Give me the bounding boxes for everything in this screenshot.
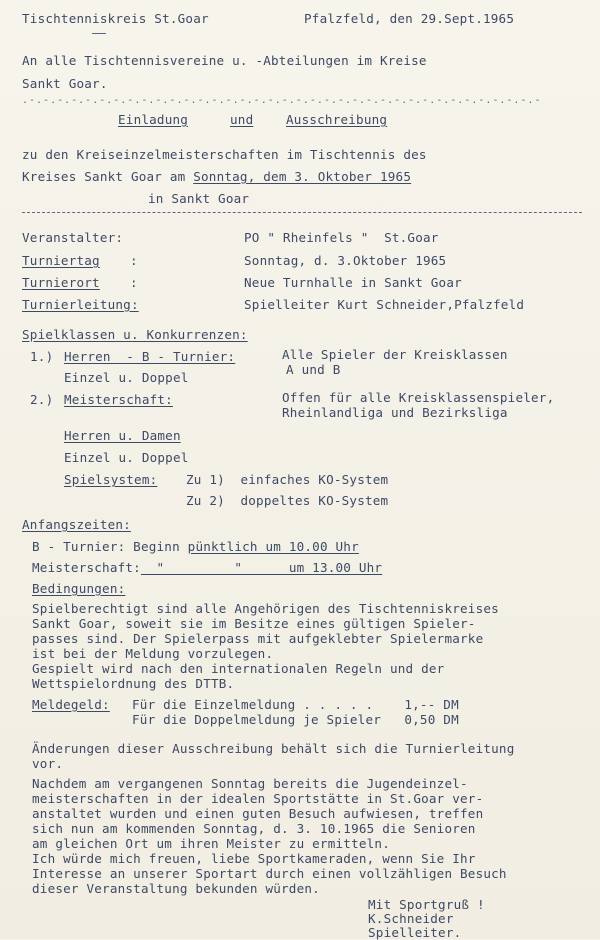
turnierleitung-value: Spielleiter Kurt Schneider,Pfalzfeld [244, 297, 525, 312]
bedingungen-line-2: Sankt Goar, soweit sie im Besitze eines gültigen Spieler- [32, 616, 476, 631]
turnierort-value: Neue Turnhalle in Sankt Goar [244, 275, 462, 290]
bedingungen-line-5: Gespielt wird nach den internationalen Regeln und der [32, 661, 445, 676]
anfang-time-1: pünktlich um 10.00 Uhr [187, 539, 359, 554]
title-word-ausschreibung: Ausschreibung [286, 112, 388, 127]
title-word-und: und [230, 112, 254, 127]
item-1-number: 1.) [30, 349, 54, 364]
closing-line-8: dieser Veranstaltung bekunden würden. [32, 881, 320, 896]
meldegeld-line-2: Für die Doppelmeldung je Spieler 0,50 DM [132, 712, 459, 727]
turniertag-value: Sonntag, d. 3.Oktober 1965 [244, 253, 447, 268]
closing-line-1: Nachdem am vergangenen Sonntag bereits die Jugendeinzel- [32, 776, 468, 791]
aenderungen-line-1: Änderungen dieser Ausschreibung behält sich die Turnierleitung [32, 741, 515, 756]
anfang-line-2: Meisterschaft: " " um 13.00 Uhr [32, 560, 383, 575]
bedingungen-line-4: ist bei der Meldung vorzulegen. [32, 646, 274, 661]
place-date: Pfalzfeld, den 29.Sept.1965 [304, 11, 515, 26]
spielklassen-heading: Spielklassen u. Konkurrenzen: [22, 327, 248, 342]
item-2-sub-2: Einzel u. Doppel [64, 450, 189, 465]
anfang-line-1: B - Turnier: Beginn pünktlich um 10.00 Uhr [32, 539, 359, 554]
bedingungen-line-3: passes sind. Der Spielerpass mit aufgeklebter Spielermarke [32, 631, 484, 646]
anfang-time-2: " " um 13.00 Uhr [140, 560, 383, 575]
turniertag-label: Turniertag [22, 253, 100, 268]
item-1-desc-1: Alle Spieler der Kreisklassen [282, 347, 508, 362]
item-2-number: 2.) [30, 392, 54, 407]
closing-line-6: Ich würde mich freuen, liebe Sportkameraden, wenn Sie Ihr [32, 851, 476, 866]
closing-line-4: sich nun am kommenden Sonntag, d. 3. 10.1965 die Senioren [32, 821, 476, 836]
veranstalter-label: Veranstalter: [22, 230, 124, 245]
dotted-divider: .-.-.-.-.-.-.-.-.-.-.-.-.-.-.-.-.-.-.-.-.-.-.-.-.-.-.-.-.-.-.-.-.-.-.-.-.- [22, 95, 542, 106]
meldegeld-line-1: Für die Einzelmeldung . . . . . 1,-- DM [132, 697, 459, 712]
closing-line-5: am gleichen Ort um ihren Meister zu ermitteln. [32, 836, 390, 851]
dashed-divider [22, 212, 582, 213]
spielsystem-1: Zu 1) einfaches KO-System [186, 472, 389, 487]
intro-line-2: Kreises Sankt Goar am Sonntag, dem 3. Oktober 1965 [22, 169, 412, 184]
item-2-sub-1: Herren u. Damen [64, 428, 181, 443]
bedingungen-line-6: Wettspielordnung des DTTB. [32, 676, 235, 691]
turnierleitung-label: Turnierleitung: [22, 297, 139, 312]
spielsystem-label: Spielsystem: [64, 472, 158, 487]
org-name: Tischtenniskreis St.Goar [22, 11, 209, 26]
veranstalter-value: PO " Rheinfels " St.Goar [244, 230, 439, 245]
closing-line-2: meisterschaften in der idealen Sportstätte in St.Goar ver- [32, 791, 484, 806]
aenderungen-line-2: vor. [32, 756, 64, 771]
item-1-sub: Einzel u. Doppel [64, 370, 189, 385]
bedingungen-heading: Bedingungen: [32, 581, 126, 596]
signature-greeting: Mit Sportgruß ! [368, 897, 485, 912]
address-line-1: An alle Tischtennisvereine u. -Abteilungen im Kreise [22, 53, 427, 68]
address-line-2: Sankt Goar. [22, 76, 108, 91]
event-date: Sonntag, dem 3. Oktober 1965 [193, 169, 412, 184]
closing-line-7: Interesse an unserer Sportart durch einen vollzähligen Besuch [32, 866, 507, 881]
turnierort-colon: : [130, 275, 138, 290]
item-2-desc-2: Rheinlandliga und Bezirksliga [282, 405, 508, 420]
meldegeld-label: Meldegeld: [32, 697, 110, 712]
spielsystem-2: Zu 2) doppeltes KO-System [186, 493, 389, 508]
intro-line-1: zu den Kreiseinzelmeisterschaften im Tischtennis des [22, 147, 427, 162]
signature-title: Spielleiter. [368, 925, 462, 940]
signature-name: K.Schneider [368, 911, 454, 926]
turniertag-colon: : [130, 253, 138, 268]
item-1-desc-2: A und B [286, 362, 341, 377]
header-dash [92, 33, 106, 34]
anfangszeiten-heading: Anfangszeiten: [22, 517, 131, 532]
item-2-desc-1: Offen für alle Kreisklassenspieler, [282, 390, 555, 405]
bedingungen-line-1: Spielberechtigt sind alle Angehörigen des Tischtenniskreises [32, 601, 499, 616]
item-2-label: Meisterschaft: [64, 392, 173, 407]
intro-line-3: in Sankt Goar [148, 191, 250, 206]
closing-line-3: anstaltet wurden und einen guten Besuch aufwiesen, treffen [32, 806, 484, 821]
title-word-einladung: Einladung [118, 112, 189, 127]
item-1-label: Herren - B - Turnier: [64, 349, 236, 364]
turnierort-label: Turnierort [22, 275, 100, 290]
